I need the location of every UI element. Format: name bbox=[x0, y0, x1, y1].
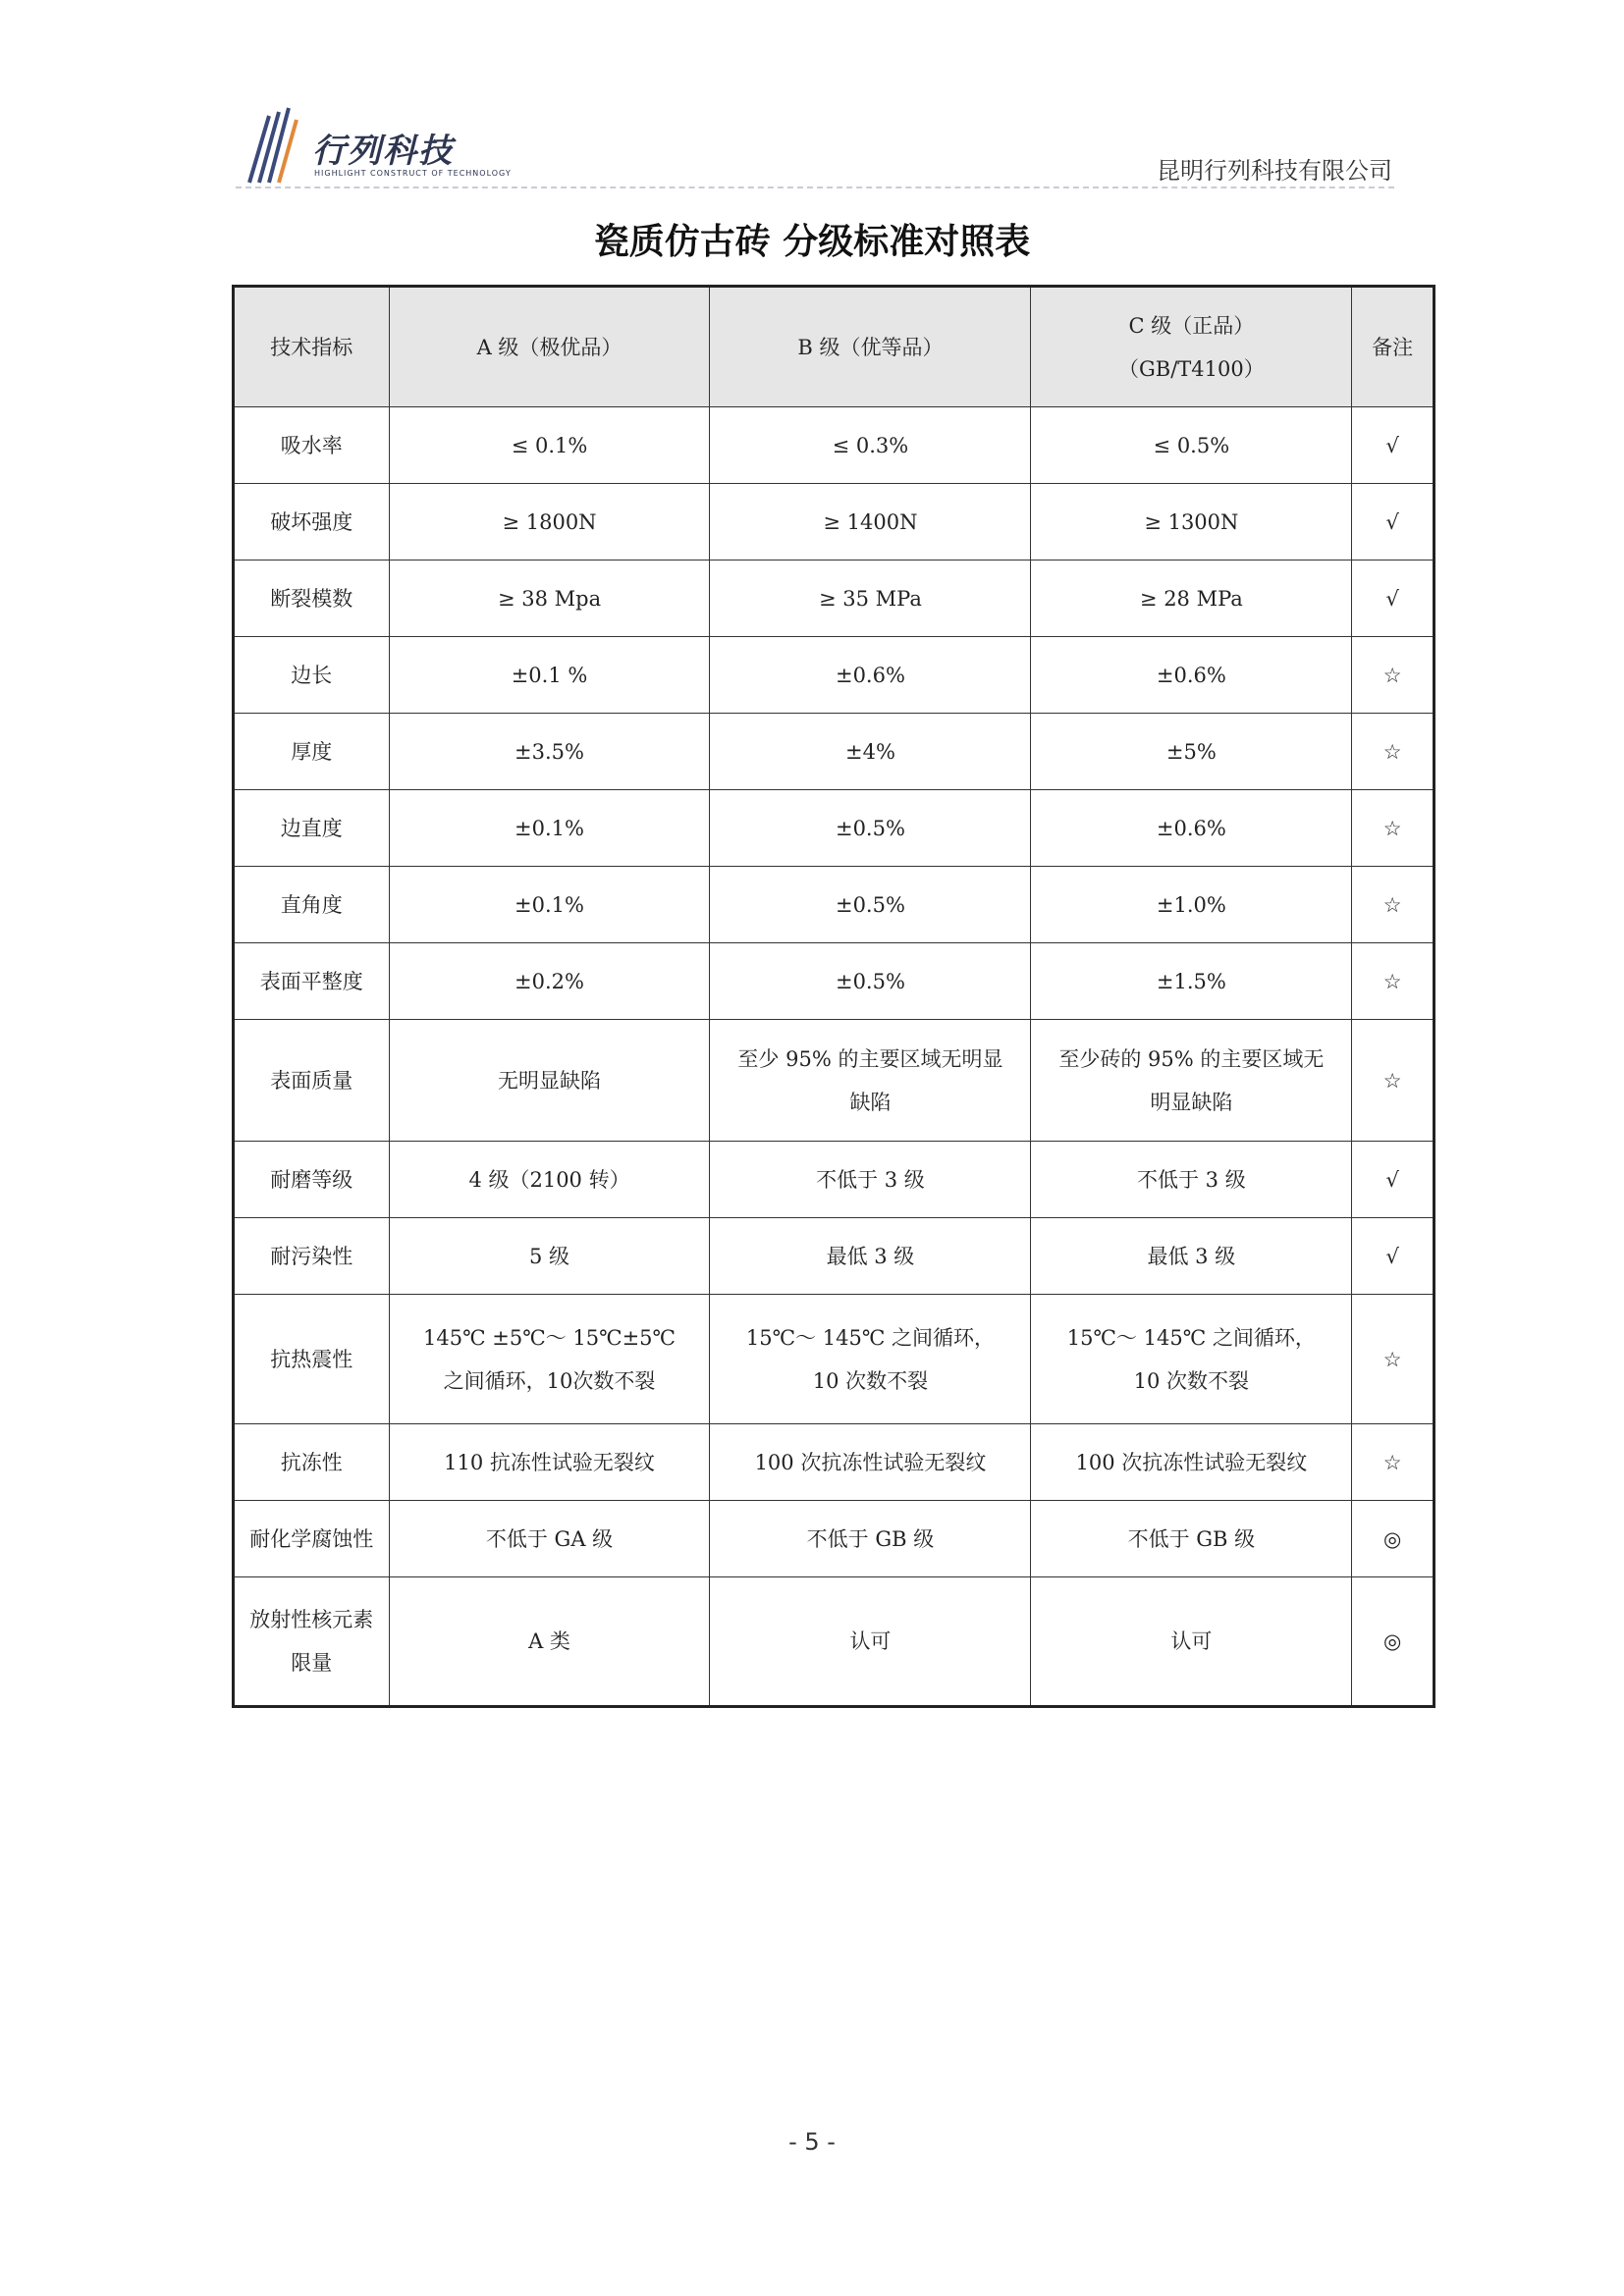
cell-grade-b bbox=[710, 1020, 1031, 1142]
cell-grade-b-line: 10 次数不裂 bbox=[812, 1368, 929, 1393]
cell-indicator-line: 破坏强度 bbox=[270, 509, 353, 534]
cell-grade-a-line: A 类 bbox=[528, 1629, 570, 1653]
cell-grade-c-line: ±5% bbox=[1165, 739, 1217, 764]
cell-indicator-line: 厚度 bbox=[291, 739, 333, 764]
cell-indicator-line: 耐化学腐蚀性 bbox=[249, 1526, 374, 1551]
cell-grade-a bbox=[389, 1218, 710, 1295]
header-indicator: 技术指标 bbox=[234, 287, 390, 407]
cell-grade-a bbox=[389, 1295, 710, 1424]
cell-grade-a-line: 无明显缺陷 bbox=[498, 1068, 602, 1093]
cell-grade-a-line: ≥ 38 Mpa bbox=[497, 586, 602, 611]
table-row bbox=[234, 1577, 1435, 1707]
cell-grade-a bbox=[389, 1424, 710, 1501]
cell-grade-b-line: 不低于 3 级 bbox=[816, 1167, 925, 1192]
cell-grade-a-line: 不低于 GA 级 bbox=[485, 1526, 614, 1551]
table-row bbox=[234, 1142, 1435, 1218]
cell-grade-a bbox=[389, 1577, 710, 1707]
cell-note-symbol: ☆ bbox=[1352, 1424, 1435, 1501]
cell-indicator bbox=[234, 407, 390, 484]
header-grade-a: A 级（极优品） bbox=[389, 287, 710, 407]
cell-grade-b bbox=[710, 790, 1031, 867]
cell-indicator bbox=[234, 943, 390, 1020]
cell-grade-a-line: 5 级 bbox=[529, 1244, 570, 1268]
cell-indicator-line: 断裂模数 bbox=[270, 586, 353, 611]
cell-indicator bbox=[234, 1020, 390, 1142]
cell-grade-a-line: ±0.2% bbox=[514, 969, 584, 993]
cell-grade-a bbox=[389, 867, 710, 943]
cell-indicator bbox=[234, 1142, 390, 1218]
cell-note-symbol: √ bbox=[1352, 561, 1435, 637]
cell-grade-b bbox=[710, 943, 1031, 1020]
cell-grade-b-line: 认可 bbox=[849, 1629, 892, 1653]
cell-grade-c-line: 100 次抗冻性试验无裂纹 bbox=[1075, 1450, 1308, 1474]
cell-indicator bbox=[234, 1577, 390, 1707]
cell-grade-b-line: ±0.5% bbox=[835, 969, 905, 993]
cell-grade-b-line: 100 次抗冻性试验无裂纹 bbox=[754, 1450, 987, 1474]
cell-grade-b bbox=[710, 1501, 1031, 1577]
header-grade-c-line1: C 级（正品） bbox=[1128, 313, 1255, 338]
cell-grade-b bbox=[710, 1577, 1031, 1707]
cell-indicator-line: 抗冻性 bbox=[280, 1450, 343, 1474]
table-header-row bbox=[234, 287, 1435, 407]
page-header bbox=[236, 106, 1394, 188]
cell-grade-b bbox=[710, 1218, 1031, 1295]
table-row bbox=[234, 1501, 1435, 1577]
cell-indicator-line: 吸水率 bbox=[280, 433, 343, 457]
cell-grade-c bbox=[1031, 790, 1352, 867]
cell-grade-a-line: 之间循环，10次数不裂 bbox=[443, 1368, 656, 1393]
cell-indicator-line: 放射性核元素 bbox=[249, 1608, 374, 1631]
cell-grade-a bbox=[389, 484, 710, 561]
cell-grade-a bbox=[389, 561, 710, 637]
table-row bbox=[234, 407, 1435, 484]
cell-grade-b bbox=[710, 484, 1031, 561]
cell-grade-c-line: 不低于 3 级 bbox=[1137, 1167, 1246, 1192]
table-row bbox=[234, 1020, 1435, 1142]
cell-grade-c bbox=[1031, 1142, 1352, 1218]
cell-note-symbol: ☆ bbox=[1352, 1295, 1435, 1424]
cell-grade-b-line: 最低 3 级 bbox=[826, 1244, 915, 1268]
cell-grade-a-line: 110 抗冻性试验无裂纹 bbox=[444, 1450, 655, 1474]
table-row bbox=[234, 790, 1435, 867]
cell-grade-c bbox=[1031, 1218, 1352, 1295]
cell-grade-b bbox=[710, 637, 1031, 714]
cell-note-symbol: ◎ bbox=[1352, 1577, 1435, 1707]
table-row bbox=[234, 637, 1435, 714]
brand-tagline: HIGHLIGHT CONSTRUCT OF TECHNOLOGY bbox=[314, 169, 512, 178]
brand-name: 行列科技 bbox=[312, 132, 454, 171]
cell-grade-b-line: ±4% bbox=[844, 739, 895, 764]
cell-indicator-line: 直角度 bbox=[280, 892, 343, 917]
logo-stripes-icon bbox=[236, 106, 314, 188]
cell-grade-c-line: 最低 3 级 bbox=[1147, 1244, 1236, 1268]
cell-indicator-line: 限量 bbox=[291, 1651, 333, 1675]
header-grade-c-line2: （GB/T4100） bbox=[1118, 356, 1265, 381]
header-grade-c bbox=[1031, 287, 1352, 407]
document-title: 瓷质仿古砖 分级标准对照表 bbox=[593, 221, 1031, 262]
cell-note-symbol: ☆ bbox=[1352, 637, 1435, 714]
cell-grade-a-line: ±0.1 % bbox=[511, 663, 588, 687]
cell-grade-c-line: ±0.6% bbox=[1156, 816, 1226, 840]
cell-grade-b-line: 至少 95% 的主要区域无明显 bbox=[737, 1046, 1003, 1071]
cell-indicator-line: 表面平整度 bbox=[259, 969, 363, 993]
cell-grade-c-line: ±1.0% bbox=[1156, 892, 1226, 917]
cell-grade-c bbox=[1031, 714, 1352, 790]
cell-grade-c bbox=[1031, 1501, 1352, 1577]
cell-grade-c-line: 至少砖的 95% 的主要区域无 bbox=[1058, 1046, 1325, 1071]
cell-indicator-line: 边直度 bbox=[280, 816, 343, 840]
cell-indicator bbox=[234, 714, 390, 790]
cell-grade-c-line: ≥ 28 MPa bbox=[1139, 586, 1243, 611]
cell-grade-a bbox=[389, 407, 710, 484]
header-grade-b: B 级（优等品） bbox=[710, 287, 1031, 407]
page-number: - 5 - bbox=[788, 2128, 836, 2156]
cell-grade-c bbox=[1031, 1424, 1352, 1501]
grading-standards-table bbox=[232, 285, 1435, 1708]
cell-indicator-line: 表面质量 bbox=[270, 1068, 353, 1093]
cell-grade-b-line: 不低于 GB 级 bbox=[806, 1526, 935, 1551]
cell-note-symbol: √ bbox=[1352, 1218, 1435, 1295]
cell-grade-c-line: ±1.5% bbox=[1156, 969, 1226, 993]
cell-indicator bbox=[234, 867, 390, 943]
cell-note-symbol: ☆ bbox=[1352, 790, 1435, 867]
cell-grade-a-line: ≤ 0.1% bbox=[511, 433, 588, 457]
cell-indicator bbox=[234, 1501, 390, 1577]
cell-grade-a bbox=[389, 1020, 710, 1142]
cell-grade-a-line: ±0.1% bbox=[514, 892, 584, 917]
cell-grade-c bbox=[1031, 943, 1352, 1020]
cell-grade-a bbox=[389, 943, 710, 1020]
table-row bbox=[234, 561, 1435, 637]
cell-indicator-line: 抗热震性 bbox=[270, 1347, 353, 1371]
cell-grade-b bbox=[710, 1295, 1031, 1424]
cell-grade-a-line: ±3.5% bbox=[514, 739, 584, 764]
cell-grade-c bbox=[1031, 637, 1352, 714]
cell-grade-c bbox=[1031, 407, 1352, 484]
cell-grade-c-line: 15℃～ 145℃ 之间循环， bbox=[1066, 1325, 1316, 1350]
cell-grade-a bbox=[389, 1142, 710, 1218]
cell-grade-b bbox=[710, 1424, 1031, 1501]
cell-grade-b bbox=[710, 407, 1031, 484]
company-name: 昆明行列科技有限公司 bbox=[1157, 157, 1392, 185]
cell-grade-c-line: ≤ 0.5% bbox=[1153, 433, 1230, 457]
cell-indicator-line: 边长 bbox=[291, 663, 333, 687]
cell-grade-b-line: ±0.5% bbox=[835, 816, 905, 840]
cell-grade-c bbox=[1031, 867, 1352, 943]
cell-grade-c-line: ±0.6% bbox=[1156, 663, 1226, 687]
cell-grade-b-line: ±0.6% bbox=[835, 663, 905, 687]
cell-note-symbol: ◎ bbox=[1352, 1501, 1435, 1577]
table-row bbox=[234, 484, 1435, 561]
header-divider bbox=[236, 187, 1394, 188]
cell-grade-c bbox=[1031, 484, 1352, 561]
cell-grade-b-line: 15℃～ 145℃ 之间循环， bbox=[745, 1325, 996, 1350]
cell-grade-c bbox=[1031, 1020, 1352, 1142]
cell-note-symbol: ☆ bbox=[1352, 867, 1435, 943]
cell-indicator-line: 耐污染性 bbox=[270, 1244, 353, 1268]
cell-grade-a-line: ≥ 1800N bbox=[502, 509, 597, 534]
cell-grade-b-line: ≥ 35 MPa bbox=[819, 586, 922, 611]
cell-grade-a-line: 145℃ ±5℃～ 15℃±5℃ bbox=[423, 1325, 677, 1350]
cell-indicator bbox=[234, 1424, 390, 1501]
cell-grade-c bbox=[1031, 1295, 1352, 1424]
cell-grade-a bbox=[389, 637, 710, 714]
cell-note-symbol: √ bbox=[1352, 484, 1435, 561]
cell-grade-b-line: 缺陷 bbox=[849, 1090, 892, 1114]
table-row bbox=[234, 1424, 1435, 1501]
cell-grade-a bbox=[389, 714, 710, 790]
cell-indicator bbox=[234, 561, 390, 637]
cell-indicator bbox=[234, 790, 390, 867]
table-row bbox=[234, 714, 1435, 790]
cell-grade-c-line: ≥ 1300N bbox=[1144, 509, 1239, 534]
cell-grade-b-line: ±0.5% bbox=[835, 892, 905, 917]
cell-indicator bbox=[234, 637, 390, 714]
table-row bbox=[234, 1295, 1435, 1424]
table-row bbox=[234, 1218, 1435, 1295]
cell-note-symbol: ☆ bbox=[1352, 714, 1435, 790]
cell-grade-a-line: 4 级（2100 转） bbox=[468, 1167, 630, 1192]
cell-grade-a-line: ±0.1% bbox=[514, 816, 584, 840]
table-row bbox=[234, 943, 1435, 1020]
table-row bbox=[234, 867, 1435, 943]
cell-grade-b-line: ≥ 1400N bbox=[823, 509, 918, 534]
cell-grade-c bbox=[1031, 1577, 1352, 1707]
cell-note-symbol: ☆ bbox=[1352, 1020, 1435, 1142]
header-note: 备注 bbox=[1352, 287, 1435, 407]
company-logo bbox=[236, 106, 530, 188]
cell-indicator bbox=[234, 1218, 390, 1295]
cell-note-symbol: ☆ bbox=[1352, 943, 1435, 1020]
cell-indicator bbox=[234, 484, 390, 561]
cell-grade-b bbox=[710, 1142, 1031, 1218]
cell-indicator-line: 耐磨等级 bbox=[270, 1167, 353, 1192]
cell-grade-b bbox=[710, 561, 1031, 637]
table-body bbox=[234, 407, 1435, 1707]
cell-grade-c-line: 认可 bbox=[1170, 1629, 1213, 1653]
cell-grade-c bbox=[1031, 561, 1352, 637]
cell-grade-a bbox=[389, 790, 710, 867]
cell-grade-c-line: 不低于 GB 级 bbox=[1127, 1526, 1256, 1551]
cell-grade-b-line: ≤ 0.3% bbox=[832, 433, 909, 457]
cell-grade-a bbox=[389, 1501, 710, 1577]
cell-indicator bbox=[234, 1295, 390, 1424]
cell-grade-b bbox=[710, 714, 1031, 790]
cell-grade-c-line: 10 次数不裂 bbox=[1133, 1368, 1250, 1393]
cell-note-symbol: √ bbox=[1352, 407, 1435, 484]
cell-grade-b bbox=[710, 867, 1031, 943]
cell-grade-c-line: 明显缺陷 bbox=[1150, 1090, 1233, 1114]
cell-note-symbol: √ bbox=[1352, 1142, 1435, 1218]
